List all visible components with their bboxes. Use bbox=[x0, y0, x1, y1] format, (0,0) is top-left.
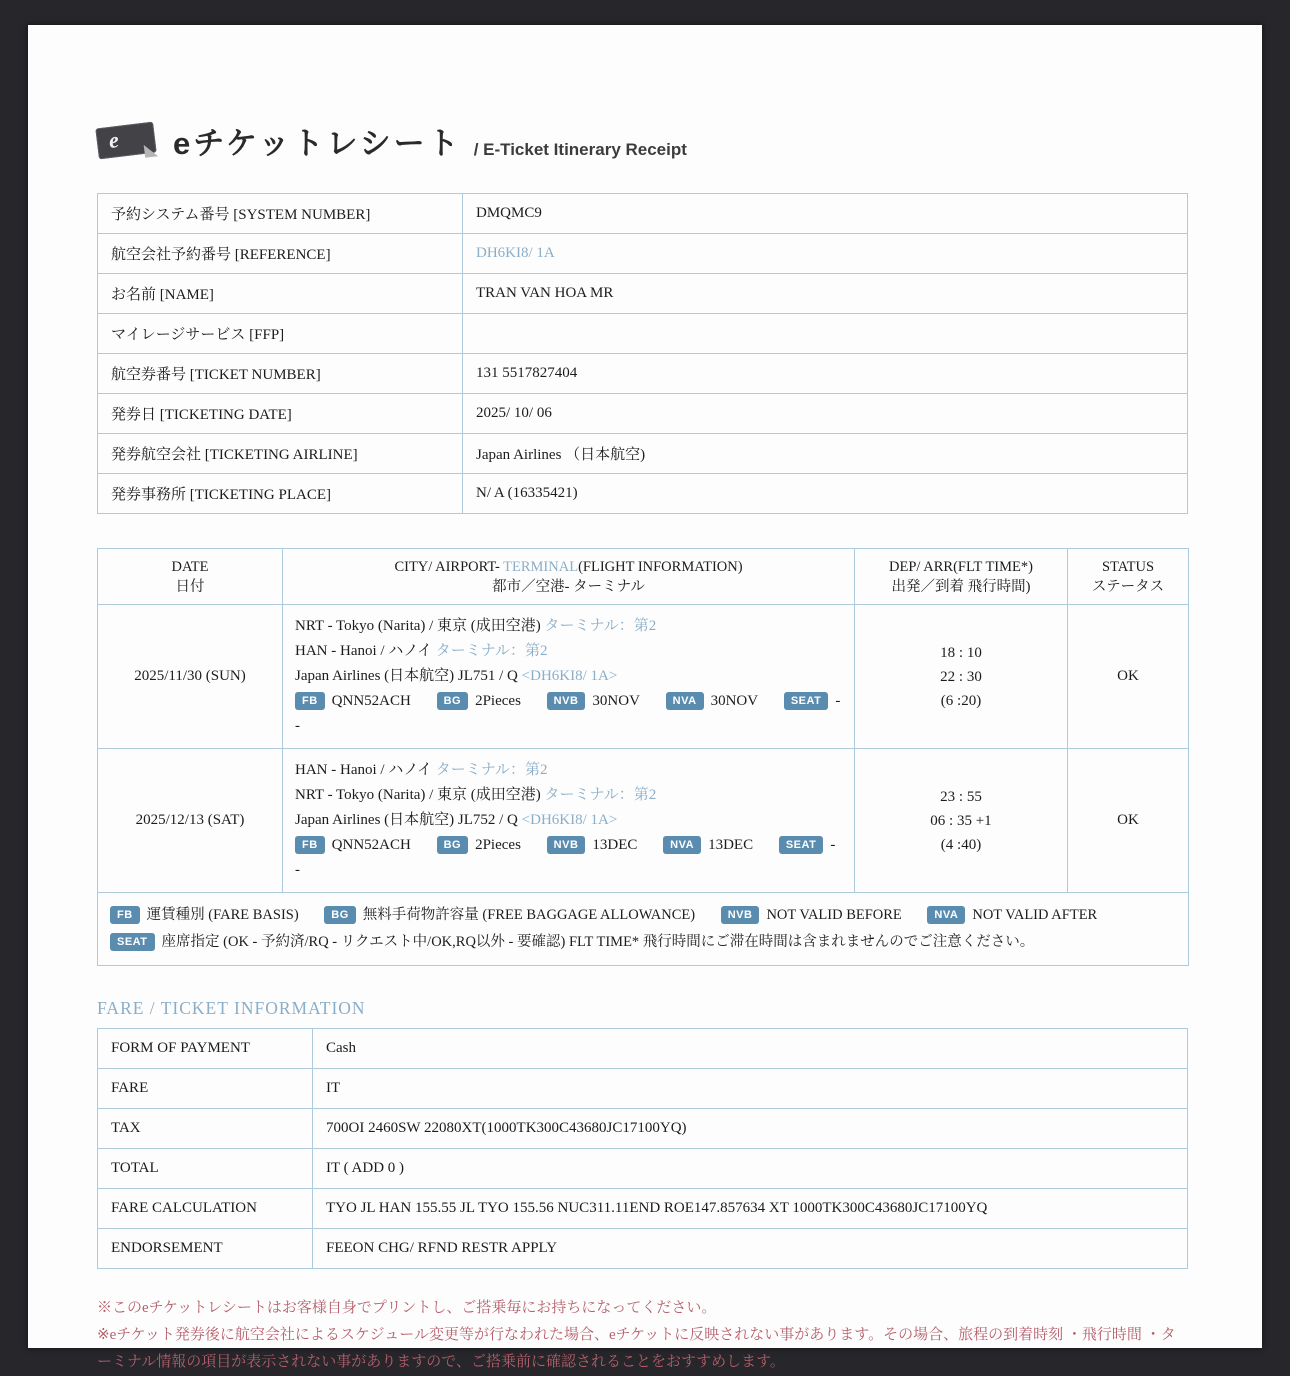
fare-label: FARE bbox=[98, 1069, 313, 1109]
seat-value: - - bbox=[295, 693, 841, 734]
header-deparr-jp: 出発／到着 飛行時間) bbox=[891, 578, 1031, 595]
page-subtitle: / E-Ticket Itinerary Receipt bbox=[473, 140, 687, 159]
flight-times bbox=[855, 749, 1068, 893]
nva-value: 30NOV bbox=[710, 693, 759, 709]
booking-info-table bbox=[97, 193, 1188, 514]
page-title: eチケットレシート bbox=[173, 125, 462, 161]
seat-legend-text: 座席指定 (OK - 予約済/RQ - リクエスト中/OK,RQ以外 - 要確認) FLT TIME* 飛行時間にご滞在時間は含まれませんのでご注意ください。 bbox=[161, 934, 1035, 950]
arrival-time: 22 : 30 bbox=[940, 668, 982, 685]
table-row-fare-calculation bbox=[98, 1189, 1188, 1229]
departure-time: 23 : 55 bbox=[940, 788, 982, 805]
bg-badge: BG bbox=[437, 836, 469, 854]
nvb-value: 30NOV bbox=[592, 693, 640, 709]
receipt-page bbox=[28, 25, 1262, 1370]
nvb-badge: NVB bbox=[721, 906, 760, 924]
header-status-en: STATUS bbox=[1101, 558, 1155, 575]
seat-badge: SEAT bbox=[110, 933, 155, 951]
ticket-number-label: 航空券番号 [TICKET NUMBER] bbox=[98, 354, 463, 394]
ffp-label: マイレージサービス [FFP] bbox=[98, 314, 463, 354]
table-row-total bbox=[98, 1149, 1188, 1189]
table-row-ticketing-airline bbox=[98, 434, 1188, 474]
seat-badge: SEAT bbox=[779, 836, 824, 854]
segment-reference: <DH6KI8/ 1A> bbox=[521, 812, 618, 828]
status-badge: OK bbox=[1068, 605, 1189, 749]
nva-badge: NVA bbox=[663, 836, 701, 854]
form-of-payment-label: FORM OF PAYMENT bbox=[98, 1029, 313, 1069]
segment-origin-terminal: ターミナル：第2 bbox=[435, 762, 548, 778]
fare-table bbox=[97, 1028, 1188, 1269]
ticketing-date-label: 発券日 [TICKETING DATE] bbox=[98, 394, 463, 434]
form-of-payment-value: Cash bbox=[313, 1029, 1188, 1069]
nva-value: 13DEC bbox=[708, 837, 754, 853]
table-row-ticketing-date bbox=[98, 394, 1188, 434]
fare-basis-value: QNN52ACH bbox=[331, 837, 411, 853]
segment-reference: <DH6KI8/ 1A> bbox=[521, 668, 618, 684]
status-badge: OK bbox=[1068, 749, 1189, 893]
system-number-label: 予約システム番号 [SYSTEM NUMBER] bbox=[98, 194, 463, 234]
flight-row-outbound bbox=[98, 605, 1189, 749]
table-row-form-of-payment bbox=[98, 1029, 1188, 1069]
ticket-number-value: 131 5517827404 bbox=[463, 354, 1188, 394]
fare-calculation-value: TYO JL HAN 155.55 JL TYO 155.56 NUC311.11END ROE147.857634 XT 1000TK300C43680JC17100YQ bbox=[313, 1189, 1188, 1229]
segment-destination-terminal: ターミナル：第2 bbox=[544, 787, 657, 803]
nvb-badge: NVB bbox=[547, 836, 586, 854]
departure-time: 18 : 10 bbox=[940, 644, 982, 661]
endorsement-value: FEEON CHG/ RFND RESTR APPLY bbox=[313, 1229, 1188, 1269]
flight-table bbox=[97, 548, 1189, 966]
table-row-ticketing-place bbox=[98, 474, 1188, 514]
segment-destination-terminal: ターミナル：第2 bbox=[435, 643, 548, 659]
segment-origin: NRT - Tokyo (Narita) / 東京 (成田空港) bbox=[295, 618, 545, 634]
fb-badge: FB bbox=[295, 692, 325, 710]
receipt-content bbox=[28, 25, 1262, 1376]
ticketing-place-label: 発券事務所 [TICKETING PLACE] bbox=[98, 474, 463, 514]
header-date-jp: 日付 bbox=[175, 578, 205, 595]
table-row-fare bbox=[98, 1069, 1188, 1109]
seat-badge: SEAT bbox=[784, 692, 829, 710]
nva-badge: NVA bbox=[927, 906, 965, 924]
nvb-badge: NVB bbox=[547, 692, 586, 710]
header-status bbox=[1068, 549, 1189, 605]
fare-section-heading: FARE / TICKET INFORMATION bbox=[97, 998, 366, 1018]
baggage-value: 2Pieces bbox=[475, 693, 521, 709]
ticketing-airline-label: 発券航空会社 [TICKETING AIRLINE] bbox=[98, 434, 463, 474]
segment-destination: NRT - Tokyo (Narita) / 東京 (成田空港) bbox=[295, 787, 545, 803]
note-print: ※このeチケットレシートはお客様自身でプリントし、ご搭乗毎にお持ちになってください。 bbox=[97, 1300, 717, 1316]
legend-row bbox=[98, 893, 1189, 966]
nva-legend-text: NOT VALID AFTER bbox=[972, 907, 1098, 923]
header-city-post: (FLIGHT INFORMATION) bbox=[578, 558, 743, 575]
eticket-icon-letter: e bbox=[107, 126, 121, 153]
fare-value: IT bbox=[313, 1069, 1188, 1109]
table-row-reference bbox=[98, 234, 1188, 274]
header-city bbox=[283, 549, 855, 605]
header-city-terminal: TERMINAL bbox=[503, 558, 579, 575]
segment-airline-flight: Japan Airlines (日本航空) JL751 / Q bbox=[295, 668, 522, 684]
flight-duration: (4 :40) bbox=[940, 836, 982, 853]
total-label: TOTAL bbox=[98, 1149, 313, 1189]
segment-airline-flight: Japan Airlines (日本航空) JL752 / Q bbox=[295, 812, 522, 828]
endorsement-label: ENDORSEMENT bbox=[98, 1229, 313, 1269]
nvb-value: 13DEC bbox=[592, 837, 638, 853]
tax-value: 700OI 2460SW 22080XT(1000TK300C43680JC17100YQ) bbox=[313, 1109, 1188, 1149]
title-row bbox=[97, 117, 1188, 163]
note-schedule-change: ※eチケット発券後に航空会社によるスケジュール変更等が行なわれた場合、eチケットに反映されない事があります。その場合、旅程の到着時刻 ・飛行時間 ・ターミナル情報の項目が表示されない事がありますので、ご搭乗前に確認されることをおすすめします。 bbox=[97, 1327, 1176, 1370]
reference-label: 航空会社予約番号 [REFERENCE] bbox=[98, 234, 463, 274]
flight-duration: (6 :20) bbox=[940, 692, 982, 709]
arrival-time: 06 : 35 +1 bbox=[930, 812, 992, 829]
tax-label: TAX bbox=[98, 1109, 313, 1149]
table-row-ticket-number bbox=[98, 354, 1188, 394]
ffp-value bbox=[463, 314, 1188, 354]
header-status-jp: ステータス bbox=[1091, 578, 1165, 595]
header-date bbox=[98, 549, 283, 605]
fare-basis-value: QNN52ACH bbox=[331, 693, 411, 709]
reference-value: DH6KI8/ 1A bbox=[463, 234, 1188, 274]
header-deparr bbox=[855, 549, 1068, 605]
legend bbox=[98, 893, 1189, 966]
flight-table-header bbox=[98, 549, 1189, 605]
table-row-endorsement bbox=[98, 1229, 1188, 1269]
table-row-name bbox=[98, 274, 1188, 314]
fare-calculation-label: FARE CALCULATION bbox=[98, 1189, 313, 1229]
baggage-value: 2Pieces bbox=[475, 837, 521, 853]
nva-badge: NVA bbox=[666, 692, 704, 710]
fb-badge: FB bbox=[110, 906, 140, 924]
segment-origin: HAN - Hanoi / ハノイ bbox=[295, 762, 436, 778]
segment-destination: HAN - Hanoi / ハノイ bbox=[295, 643, 436, 659]
total-value: IT ( ADD 0 ) bbox=[313, 1149, 1188, 1189]
ticketing-airline-value: Japan Airlines （日本航空) bbox=[463, 434, 1188, 474]
ticketing-place-value: N/ A (16335421) bbox=[463, 474, 1188, 514]
table-row-system-number bbox=[98, 194, 1188, 234]
bg-legend-text: 無料手荷物許容量 (FREE BAGGAGE ALLOWANCE) bbox=[362, 907, 696, 923]
flight-times bbox=[855, 605, 1068, 749]
flight-info bbox=[283, 749, 855, 893]
header-city-pre: CITY/ AIRPORT- bbox=[394, 558, 504, 575]
header-deparr-en: DEP/ ARR(FLT TIME*) bbox=[889, 558, 1033, 575]
ticketing-date-value: 2025/ 10/ 06 bbox=[463, 394, 1188, 434]
system-number-value: DMQMC9 bbox=[463, 194, 1188, 234]
fb-legend-text: 運賃種別 (FARE BASIS) bbox=[146, 907, 299, 923]
fb-badge: FB bbox=[295, 836, 325, 854]
bg-badge: BG bbox=[324, 906, 356, 924]
segment-origin-terminal: ターミナル：第2 bbox=[544, 618, 657, 634]
bg-badge: BG bbox=[437, 692, 469, 710]
nvb-legend-text: NOT VALID BEFORE bbox=[766, 907, 902, 923]
name-label: お名前 [NAME] bbox=[98, 274, 463, 314]
table-row-tax bbox=[98, 1109, 1188, 1149]
flight-row-return bbox=[98, 749, 1189, 893]
name-value: TRAN VAN HOA MR bbox=[463, 274, 1188, 314]
seat-value: - - bbox=[295, 837, 836, 878]
header-city-jp: 都市／空港- ターミナル bbox=[492, 578, 645, 595]
flight-info bbox=[283, 605, 855, 749]
eticket-icon bbox=[95, 121, 156, 159]
flight-date: 2025/11/30 (SUN) bbox=[98, 605, 283, 749]
table-row-ffp bbox=[98, 314, 1188, 354]
header-date-en: DATE bbox=[171, 558, 209, 575]
footer-notes bbox=[97, 1295, 1188, 1376]
flight-date: 2025/12/13 (SAT) bbox=[98, 749, 283, 893]
